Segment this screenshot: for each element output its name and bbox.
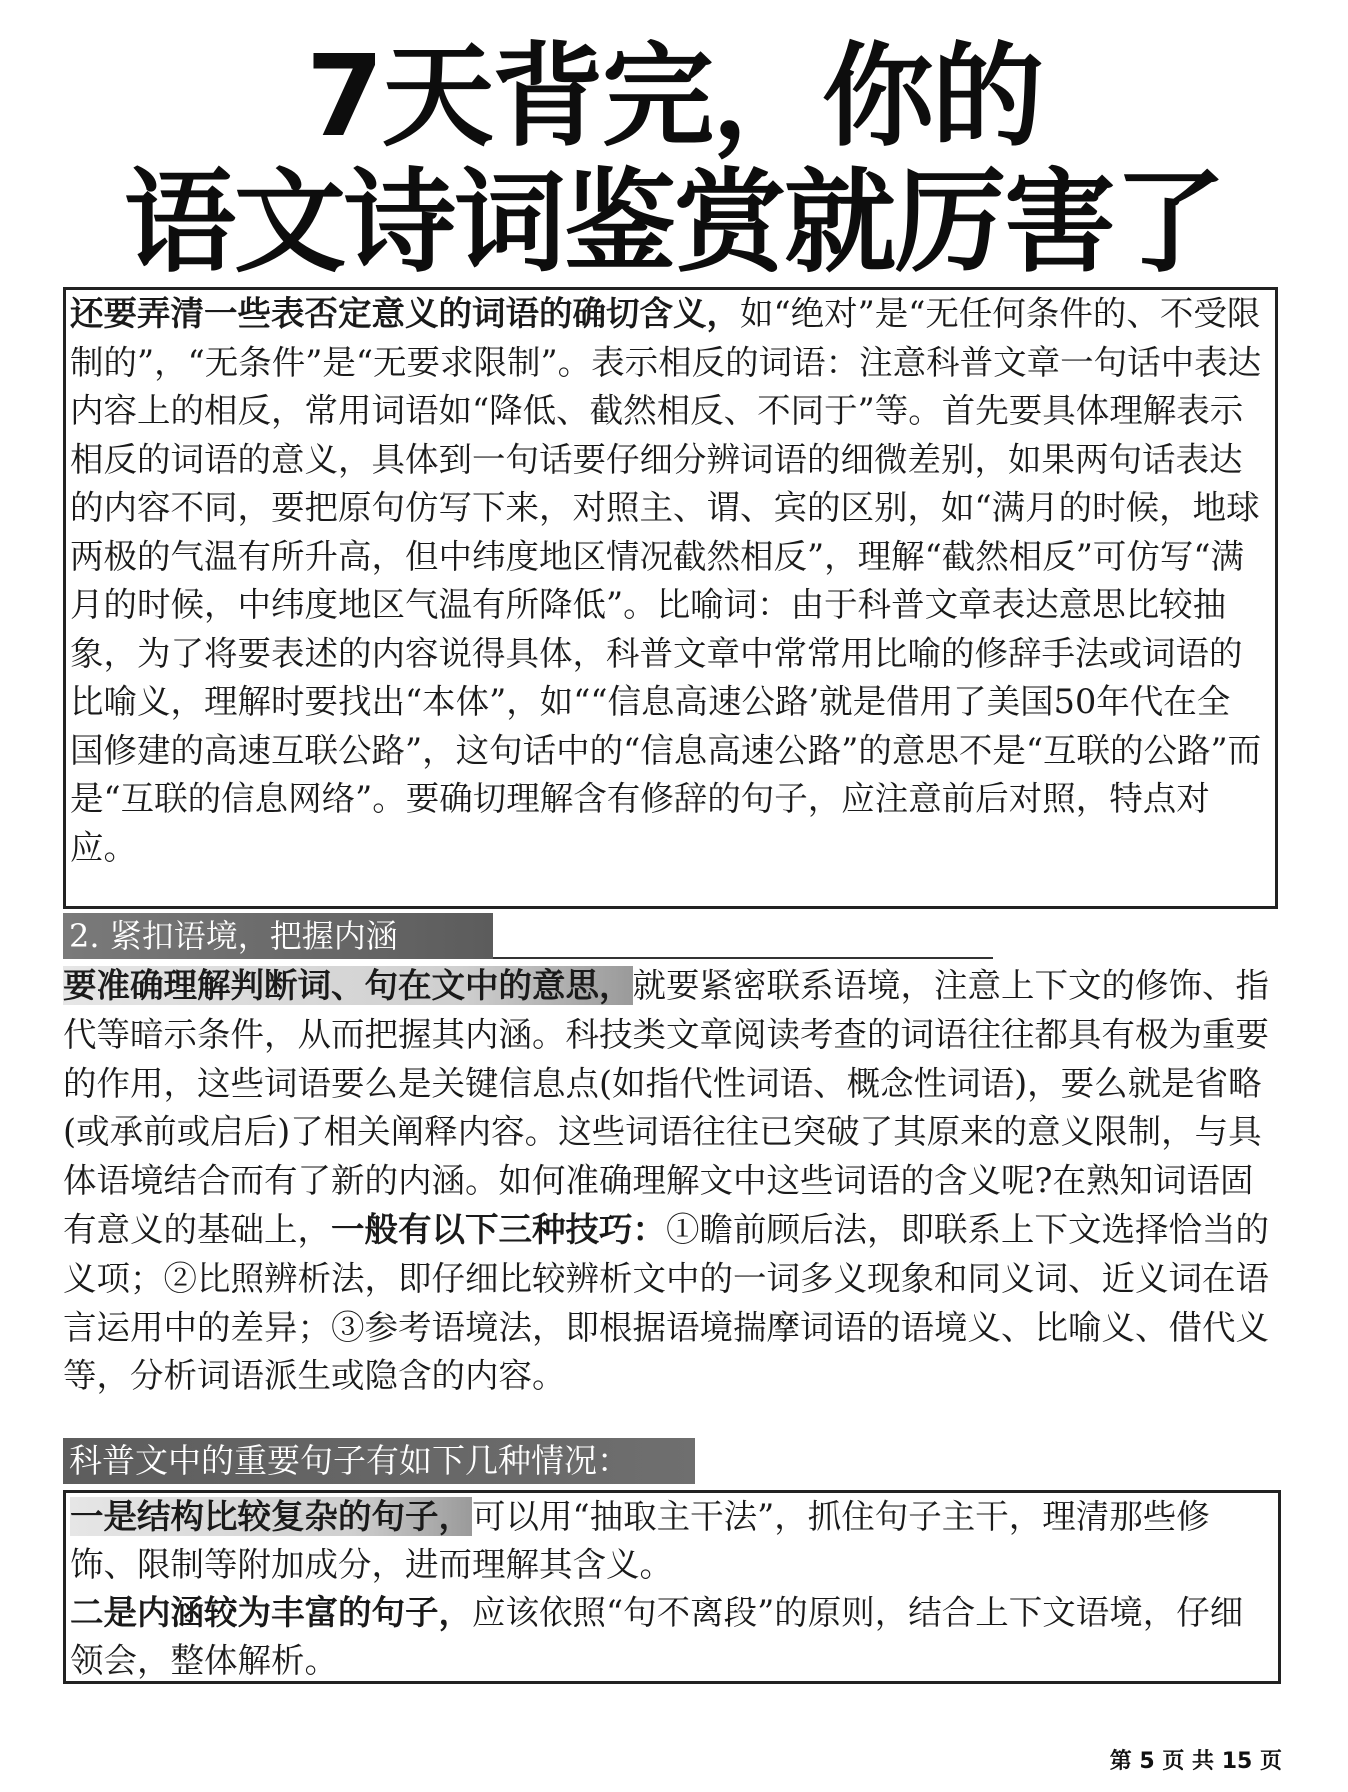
title-line-2: 语文诗词鉴赏就厉害了 <box>124 158 1224 288</box>
page-number: 第 5 页 共 15 页 <box>1109 1749 1282 1774</box>
section-2-heading: 2. 紧扣语境，把握内涵 <box>63 913 493 959</box>
important-sentences-heading: 科普文中的重要句子有如下几种情况： <box>63 1438 695 1484</box>
context-paragraph-text-2: ①瞻前顾后法，即联系上下文选择恰当的义项；②比照辨析法，即仔细比较辨析文中的一词多义现象和同义词、近义词在语言运用中的差异；③参考语境法，即根据语境揣摩词语的语境义、比喻义、借代义等，分析词语派生或隐含的内容。 <box>63 1209 1269 1396</box>
sentence-type-2 <box>70 1589 1268 1684</box>
negation-words-text: 如“绝对”是“无任何条件的、不受限制的”，“无条件”是“无要求限制”。表示相反的词语：注意科普文章一句话中表达内容上的相反，常用词语如“降低、截然相反、不同于”等。首先要具体理解表示相反的词语的意义，具体到一句话要仔细分辨词语的细微差别，如果两句话表达的内容不同，要把原句仿写下来，对照主、谓、宾的区别，如“满月的时候，地球两极的气温有所升高，但中纬度地区情况截然相反”，理解“截然相反”可仿写“满月的时候，中纬度地区气温有所降低”。比喻词：由于科普文章表达意思比较抽象，为了将要表述的内容说得具体，科普文章中常常用比喻的修辞手法或词语的比喻义，理解时要找出“本体”，如““信息高速公路’就是借用了美国50年代在全国修建的高速互联公路”，这句话中的“信息高速公路”的意思不是“互联的公路”而是“互联的信息网络”。要确切理解含有修辞的句子，应注意前后对照，特点对应。 <box>70 294 1262 867</box>
sentence-type-2-text: 应该依照“句不离段”的原则，结合上下文语境，仔细领会，整体解析。 <box>70 1593 1244 1680</box>
negation-words-box <box>63 287 1278 909</box>
negation-words-paragraph <box>70 290 1263 872</box>
page-title <box>0 34 1348 286</box>
sentence-type-2-lead: 二是内涵较为丰富的句子， <box>70 1593 472 1632</box>
section-2-rule <box>493 957 993 959</box>
context-paragraph-bold: 一般有以下三种技巧： <box>331 1209 666 1249</box>
sentence-type-1 <box>70 1493 1268 1589</box>
context-paragraph-lead: 要准确理解判断词、句在文中的意思， <box>63 966 633 1005</box>
title-line-1: 7天背完，你的 <box>306 32 1042 162</box>
box-divider <box>1180 907 1278 909</box>
important-sentences-box <box>63 1490 1281 1684</box>
context-paragraph <box>63 962 1281 1401</box>
negation-words-lead: 还要弄清一些表否定意义的词语的确切含义， <box>70 294 740 333</box>
sentence-type-1-lead: 一是结构比较复杂的句子， <box>70 1497 472 1536</box>
context-paragraph-text-1: 就要紧密联系语境，注意上下文的修饰、指代等暗示条件，从而把握其内涵。科技类文章阅读考查的词语往往都具有极为重要的作用，这些词语要么是关键信息点(如指代性词语、概念性词语)，要么就是省略(或承前或启后)了相关阐释内容。这些词语往往已突破了其原来的意义限制，与具体语境结合而有了新的内涵。如何准确理解文中这些词语的含义呢?在熟知词语固有意义的基础上， <box>63 966 1269 1249</box>
sentence-type-1-text: 可以用“抽取主干法”，抓住句子主干，理清那些修饰、限制等附加成分，进而理解其含义。 <box>70 1497 1210 1584</box>
